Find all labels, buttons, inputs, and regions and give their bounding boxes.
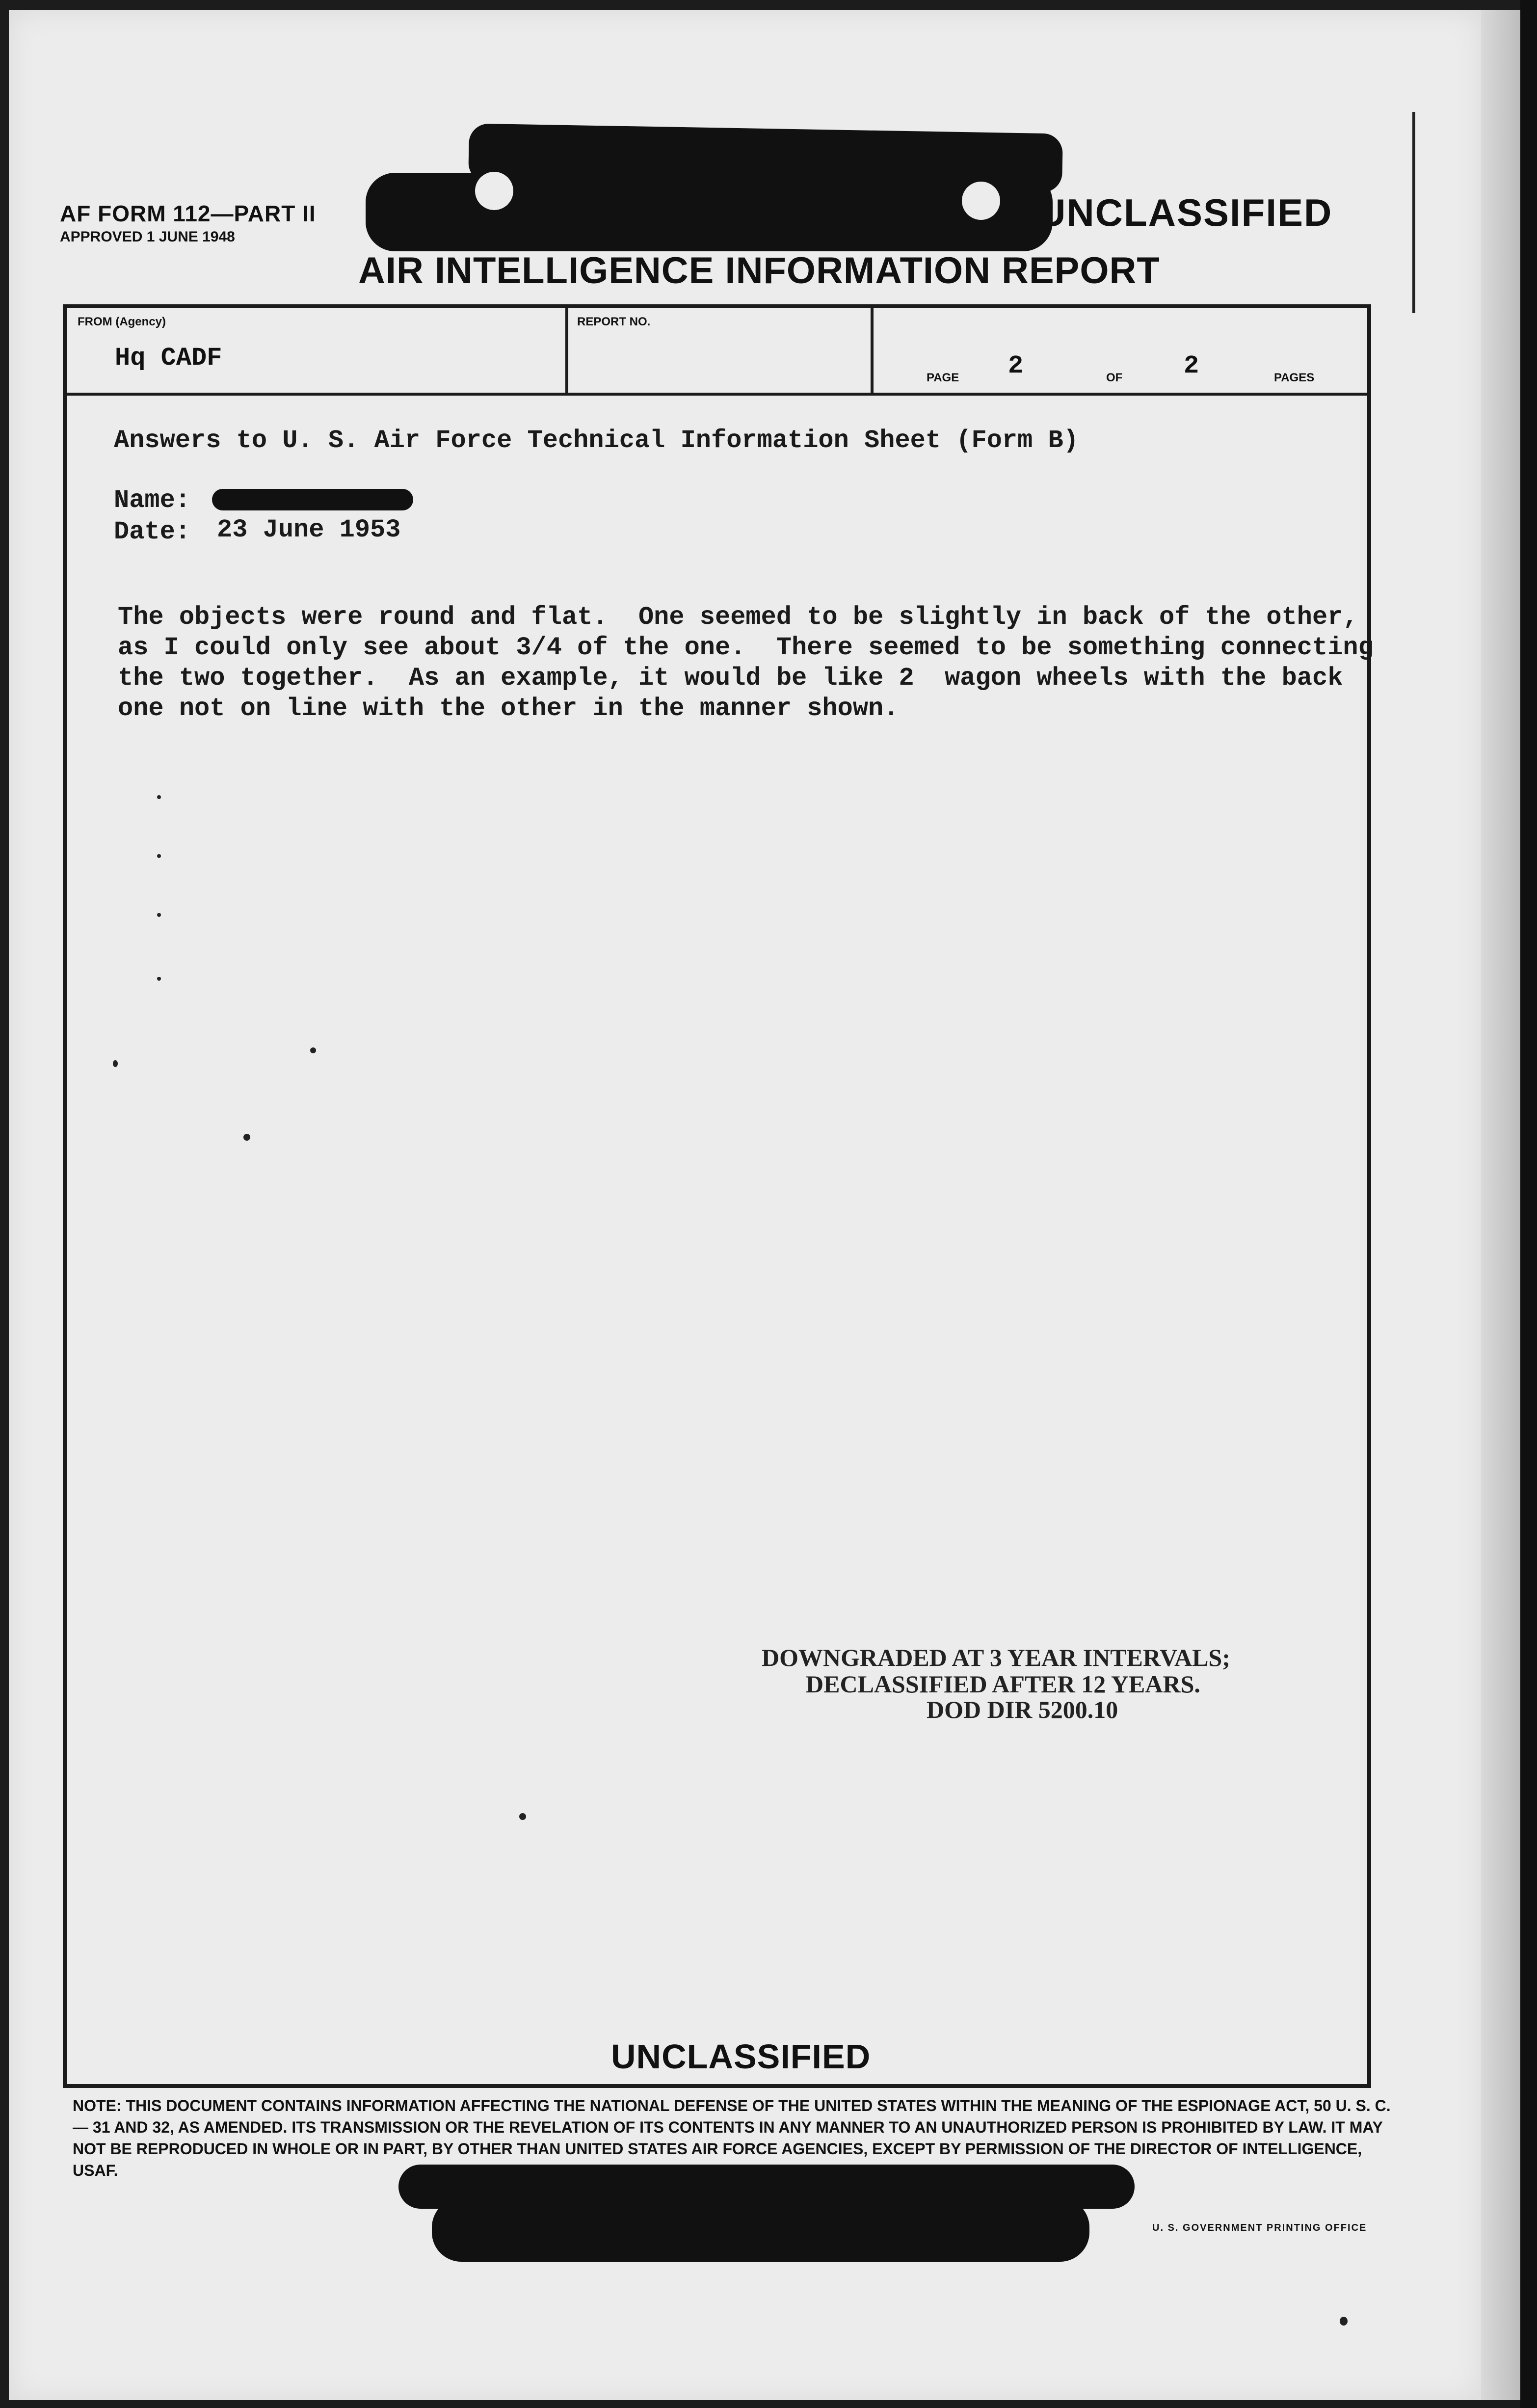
form-number: AF FORM 112—PART II: [60, 201, 316, 226]
speck: [1340, 2317, 1348, 2326]
redaction-bar-top-lower: [366, 173, 1053, 251]
speck: [243, 1134, 250, 1141]
espionage-act-note: NOTE: THIS DOCUMENT CONTAINS INFORMATION AFFECTING THE NATIONAL DEFENSE OF THE UNITED STATES WITHIN THE MEANING OF THE ESPIONAGE ACT, 50 U. S. C.— 31 AND 32, AS AMENDED. ITS TRANSMISSION OR THE REVELATION OF ITS CONTENTS IN ANY MANNER TO AN UNAUTHORIZED PERSON IS PROHIBITED BY LAW. IT MAY NOT BE REPRODUCED IN WHOLE OR IN PART, BY OTHER THAN UNITED STATES AIR FORCE AGENCIES, EXCEPT BY PERMISSION OF THE DIRECTOR OF INTELLIGENCE, USAF.: [73, 2097, 1391, 2179]
speck: [157, 977, 161, 981]
paragraph-line: the two together. As an example, it would be like 2 wagon wheels with the back: [118, 664, 1343, 693]
from-divider: [565, 308, 568, 393]
downgrade-stamp-line-2: DECLASSIFIED AFTER 12 YEARS.: [806, 1670, 1200, 1698]
punch-hole-left: [475, 172, 513, 210]
approval-date: APPROVED 1 JUNE 1948: [60, 229, 235, 245]
page-number: 2: [1008, 351, 1024, 380]
classification-top: UNCLASSIFIED: [1038, 191, 1333, 234]
from-value: Hq CADF: [115, 344, 222, 373]
scan-border: [1520, 0, 1537, 2408]
speck: [157, 913, 161, 917]
name-redaction: [212, 489, 413, 510]
paragraph-line: The objects were round and flat. One seemed to be slightly in back of the other,: [118, 603, 1358, 632]
paragraph-line: as I could only see about 3/4 of the one. There seemed to be something connecting: [118, 633, 1374, 662]
report-no-label: REPORT NO.: [577, 315, 651, 328]
speck: [519, 1813, 526, 1820]
report-no-divider: [871, 308, 874, 393]
form-frame: [63, 304, 1371, 2088]
speck: [157, 795, 161, 799]
from-label: FROM (Agency): [78, 315, 166, 328]
page-edge-shadow: [1481, 10, 1520, 2400]
punch-hole-right: [962, 182, 1000, 220]
pages-label: PAGES: [1274, 371, 1315, 384]
speck: [113, 1060, 118, 1067]
page-total: 2: [1184, 351, 1199, 380]
downgrade-stamp-line-3: DOD DIR 5200.10: [927, 1696, 1118, 1723]
of-label: OF: [1106, 371, 1123, 384]
report-title: AIR INTELLIGENCE INFORMATION REPORT: [358, 250, 1160, 292]
speck: [310, 1047, 316, 1053]
downgrade-stamp-line-1: DOWNGRADED AT 3 YEAR INTERVALS;: [762, 1644, 1230, 1671]
printing-office-imprint: U. S. GOVERNMENT PRINTING OFFICE: [1152, 2222, 1367, 2233]
paragraph-line: one not on line with the other in the manner shown.: [118, 694, 899, 723]
classification-bottom: UNCLASSIFIED: [611, 2037, 871, 2076]
margin-rule: [1412, 112, 1415, 313]
body-heading: Answers to U. S. Air Force Technical Information Sheet (Form B): [114, 426, 1079, 455]
date-label: Date:: [114, 517, 191, 546]
page-label: PAGE: [927, 371, 959, 384]
name-label: Name:: [114, 486, 191, 515]
date-value: 23 June 1953: [217, 515, 401, 544]
redaction-bar-bottom-lower: [432, 2198, 1089, 2262]
speck: [157, 854, 161, 858]
header-divider: [67, 393, 1367, 396]
